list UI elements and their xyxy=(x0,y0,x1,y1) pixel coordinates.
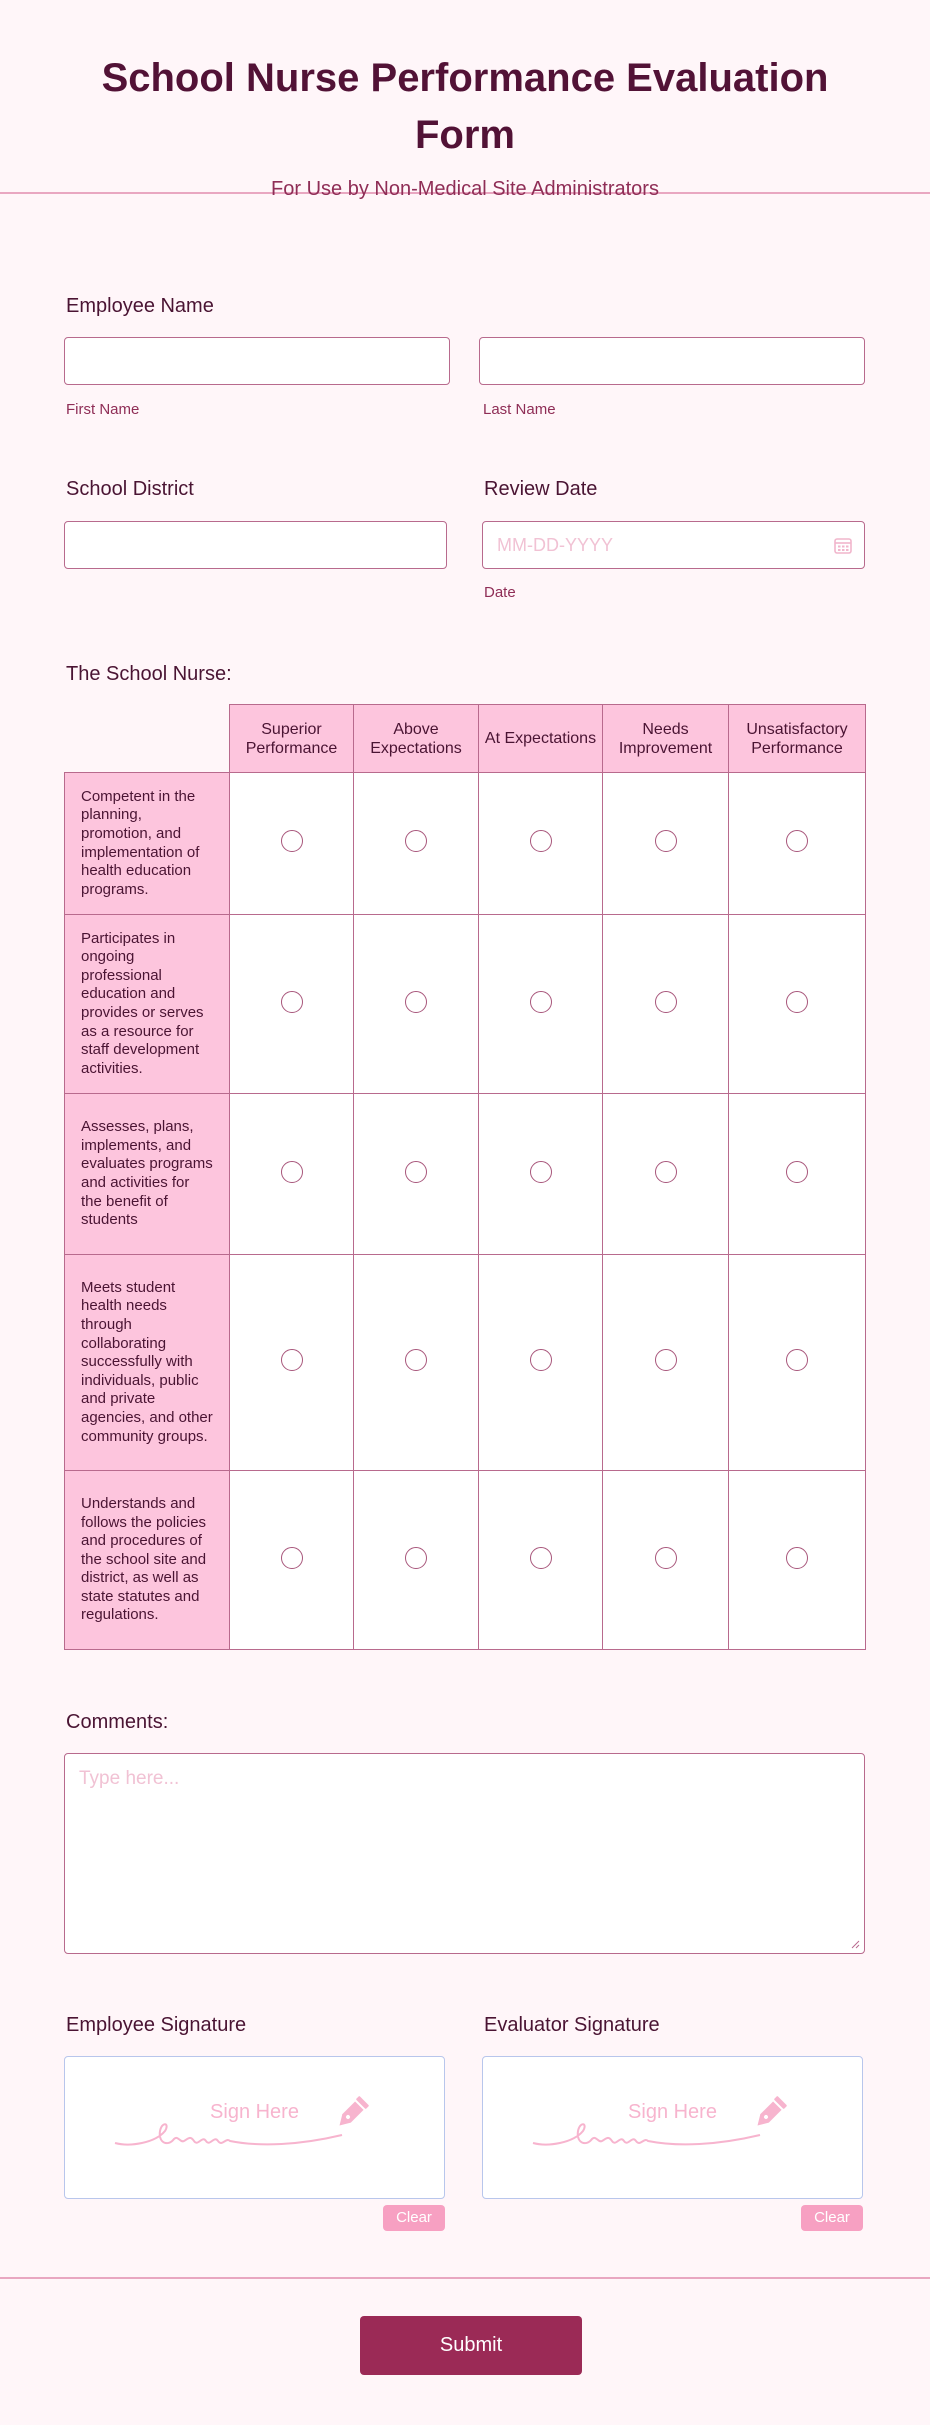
rating-radio[interactable] xyxy=(281,1547,303,1569)
matrix-row xyxy=(65,915,866,1094)
form-header xyxy=(0,0,930,200)
row-label: Participates in ongoing professional education and provides or serves as a resource for staff development activities. xyxy=(65,915,230,1094)
matrix-cell xyxy=(479,915,603,1094)
rating-radio[interactable] xyxy=(530,991,552,1013)
rating-radio[interactable] xyxy=(405,1349,427,1371)
employee-name-label: Employee Name xyxy=(66,295,214,317)
matrix-cell xyxy=(479,1094,603,1255)
matrix-cell xyxy=(354,915,479,1094)
rating-radio[interactable] xyxy=(655,991,677,1013)
matrix-cell xyxy=(230,1471,354,1650)
sign-here-prompt: Sign Here xyxy=(628,2101,717,2123)
first-name-input[interactable] xyxy=(64,337,450,385)
matrix-corner xyxy=(65,705,230,773)
matrix-cell xyxy=(354,1094,479,1255)
matrix-cell xyxy=(354,773,479,915)
rating-radio[interactable] xyxy=(655,830,677,852)
resize-grip-icon[interactable] xyxy=(850,1939,860,1949)
row-label: Understands and follows the policies and procedures of the school site and district, as well as state statutes and regulations. xyxy=(65,1471,230,1650)
employee-signature-clear-button[interactable]: Clear xyxy=(383,2205,445,2231)
column-header: At Expectations xyxy=(479,705,603,773)
matrix-cell xyxy=(479,773,603,915)
rating-radio[interactable] xyxy=(281,991,303,1013)
matrix-cell xyxy=(603,1471,729,1650)
matrix-cell xyxy=(230,915,354,1094)
comments-textarea[interactable] xyxy=(64,1753,865,1954)
rating-radio[interactable] xyxy=(786,830,808,852)
rating-radio[interactable] xyxy=(786,1349,808,1371)
rating-radio[interactable] xyxy=(405,830,427,852)
matrix-cell xyxy=(230,773,354,915)
rating-radio[interactable] xyxy=(530,1547,552,1569)
rating-radio[interactable] xyxy=(786,1547,808,1569)
rating-radio[interactable] xyxy=(530,1161,552,1183)
matrix-cell xyxy=(230,1094,354,1255)
matrix-cell xyxy=(603,773,729,915)
employee-signature-label: Employee Signature xyxy=(66,2014,247,2036)
rating-radio[interactable] xyxy=(281,1161,303,1183)
matrix-cell xyxy=(230,1255,354,1471)
rating-radio[interactable] xyxy=(281,1349,303,1371)
rating-radio[interactable] xyxy=(786,991,808,1013)
matrix-cell xyxy=(479,1255,603,1471)
rating-radio[interactable] xyxy=(530,1349,552,1371)
matrix-cell xyxy=(603,1255,729,1471)
matrix-row xyxy=(65,773,866,915)
matrix-cell xyxy=(354,1471,479,1650)
matrix-header-row xyxy=(65,705,866,773)
matrix-row xyxy=(65,1471,866,1650)
rating-radio[interactable] xyxy=(405,1161,427,1183)
evaluator-signature-label: Evaluator Signature xyxy=(484,2014,660,2036)
matrix-cell xyxy=(603,1094,729,1255)
matrix-cell xyxy=(729,773,866,915)
rating-radio[interactable] xyxy=(281,830,303,852)
review-date-placeholder: MM-DD-YYYY xyxy=(497,535,613,555)
evaluation-matrix xyxy=(64,704,866,1650)
form-footer-divider xyxy=(0,2277,930,2279)
rating-radio[interactable] xyxy=(405,1547,427,1569)
signature-pen-icon xyxy=(110,2095,390,2165)
matrix-cell xyxy=(729,915,866,1094)
school-district-input[interactable] xyxy=(64,521,447,569)
page-subtitle: For Use by Non-Medical Site Administrators xyxy=(271,178,659,200)
last-name-sublabel: Last Name xyxy=(483,401,556,418)
row-label: Assesses, plans, implements, and evaluates programs and activities for the benefit of students xyxy=(65,1094,230,1255)
column-header: Needs Improvement xyxy=(603,705,729,773)
review-date-sublabel: Date xyxy=(484,584,516,601)
evaluator-signature-clear-button[interactable]: Clear xyxy=(801,2205,863,2231)
signature-pen-icon xyxy=(528,2095,808,2165)
matrix-row xyxy=(65,1255,866,1471)
row-label: Competent in the planning, promotion, and implementation of health education programs. xyxy=(65,773,230,915)
page-title: School Nurse Performance Evaluation Form xyxy=(101,56,829,157)
evaluator-signature-pad[interactable] xyxy=(482,2056,863,2199)
comments-label: Comments: xyxy=(66,1711,169,1733)
matrix-cell xyxy=(603,915,729,1094)
sign-here-prompt: Sign Here xyxy=(210,2101,299,2123)
comments-placeholder: Type here... xyxy=(79,1768,180,1789)
school-district-label: School District xyxy=(66,478,194,500)
review-date-input[interactable] xyxy=(482,521,865,569)
rating-radio[interactable] xyxy=(405,991,427,1013)
submit-button[interactable]: Submit xyxy=(360,2316,582,2375)
matrix-cell xyxy=(354,1255,479,1471)
column-header: Unsatisfactory Performance xyxy=(729,705,866,773)
matrix-cell xyxy=(729,1094,866,1255)
matrix-row xyxy=(65,1094,866,1255)
review-date-label: Review Date xyxy=(484,478,598,500)
rating-radio[interactable] xyxy=(530,830,552,852)
rating-radio[interactable] xyxy=(655,1161,677,1183)
rating-radio[interactable] xyxy=(655,1547,677,1569)
rating-radio[interactable] xyxy=(655,1349,677,1371)
rating-radio[interactable] xyxy=(786,1161,808,1183)
matrix-label: The School Nurse: xyxy=(66,663,232,685)
matrix-cell xyxy=(729,1471,866,1650)
column-header: Superior Performance xyxy=(230,705,354,773)
first-name-sublabel: First Name xyxy=(66,401,140,418)
matrix-cell xyxy=(729,1255,866,1471)
calendar-icon[interactable] xyxy=(834,537,852,554)
employee-signature-pad[interactable] xyxy=(64,2056,445,2199)
row-label: Meets student health needs through collaborating successfully with individuals, public and private agencies, and other community groups. xyxy=(65,1255,230,1471)
matrix-cell xyxy=(479,1471,603,1650)
last-name-input[interactable] xyxy=(479,337,865,385)
column-header: Above Expectations xyxy=(354,705,479,773)
